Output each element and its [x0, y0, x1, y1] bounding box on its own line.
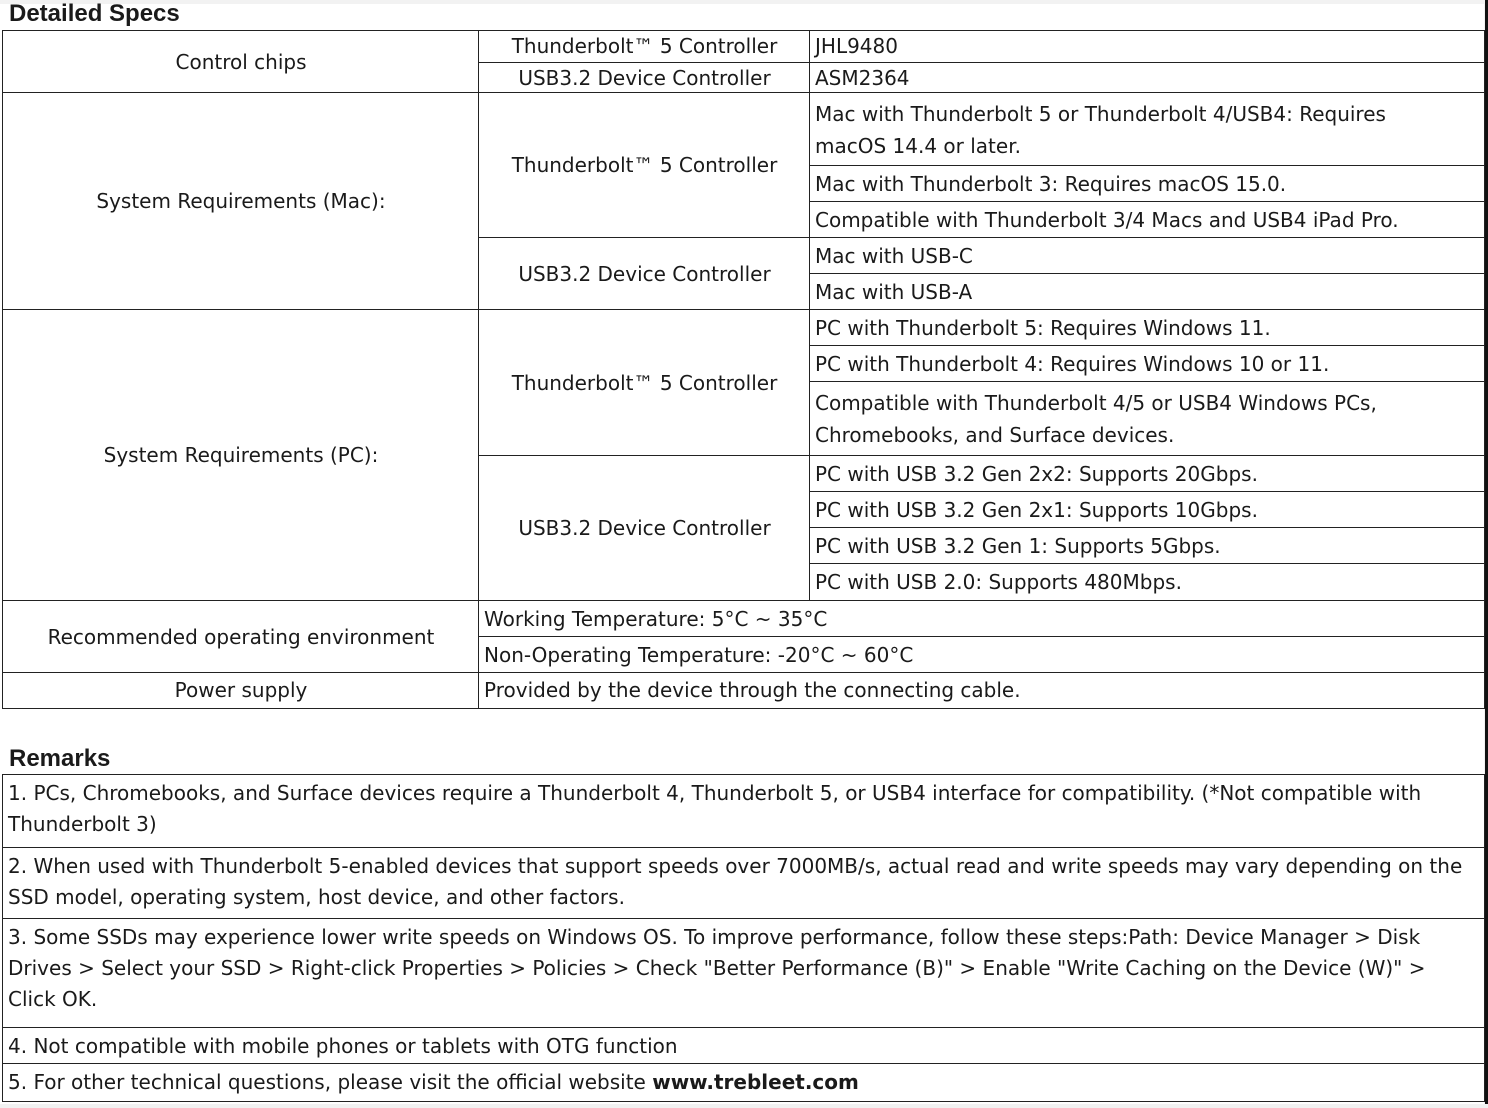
pc-usb-requirement: PC with USB 2.0: Supports 480Mbps.	[809, 563, 1485, 602]
pc-thunderbolt-label: Thunderbolt™ 5 Controller	[478, 309, 811, 457]
chip-value: ASM2364	[809, 62, 1485, 94]
specs-title: Detailed Specs	[9, 0, 180, 27]
power-supply-label: Power supply	[2, 672, 480, 709]
pc-usb-requirement: PC with USB 3.2 Gen 2x2: Supports 20Gbps.	[809, 455, 1485, 493]
remark-item: 3. Some SSDs may experience lower write speeds on Windows OS. To improve performance, follow these steps:Path: Device Manager > Disk Drives > Select your SSD > Right-click Properties > Policies > Check "Better Performance (B)" > Enable "Write Caching on the Device (W)" > Click OK.	[2, 918, 1485, 1029]
mac-tb-requirement: Mac with Thunderbolt 5 or Thunderbolt 4/USB4: Requires macOS 14.4 or later.	[809, 92, 1485, 167]
environment-label: Recommended operating environment	[2, 600, 480, 674]
mac-usb-requirement: Mac with USB-C	[809, 237, 1485, 275]
chip-value: JHL9480	[809, 30, 1485, 63]
mac-usb-label: USB3.2 Device Controller	[478, 237, 811, 311]
mac-requirements-label: System Requirements (Mac):	[2, 92, 480, 311]
power-supply-value: Provided by the device through the connecting cable.	[478, 672, 1485, 709]
mac-thunderbolt-label: Thunderbolt™ 5 Controller	[478, 92, 811, 239]
environment-item: Non-Operating Temperature: -20°C ~ 60°C	[478, 636, 1485, 674]
remark-item: 2. When used with Thunderbolt 5-enabled devices that support speeds over 7000MB/s, actual read and write speeds may vary depending on the SSD model, operating system, host device, and other factors.	[2, 847, 1485, 920]
pc-usb-requirement: PC with USB 3.2 Gen 2x1: Supports 10Gbps.	[809, 491, 1485, 529]
mac-usb-requirement: Mac with USB-A	[809, 273, 1485, 311]
mac-tb-requirement: Mac with Thunderbolt 3: Requires macOS 15.0.	[809, 165, 1485, 203]
mac-tb-requirement: Compatible with Thunderbolt 3/4 Macs and USB4 iPad Pro.	[809, 201, 1485, 239]
official-website-link[interactable]: www.trebleet.com	[652, 1070, 859, 1094]
pc-requirements-label: System Requirements (PC):	[2, 309, 480, 602]
remark-item	[2, 1063, 1485, 1102]
pc-usb-label: USB3.2 Device Controller	[478, 455, 811, 602]
pc-tb-requirement: PC with Thunderbolt 4: Requires Windows 10 or 11.	[809, 345, 1485, 383]
remark-text: 5. For other technical questions, please visit the official website	[8, 1070, 653, 1094]
pc-tb-requirement: Compatible with Thunderbolt 4/5 or USB4 Windows PCs, Chromebooks, and Surface devices.	[809, 381, 1485, 457]
remark-item: 1. PCs, Chromebooks, and Surface devices require a Thunderbolt 4, Thunderbolt 5, or USB4 interface for compatibility. (*Not compatible with Thunderbolt 3)	[2, 774, 1485, 849]
chip-name: Thunderbolt™ 5 Controller	[478, 30, 811, 63]
chip-name: USB3.2 Device Controller	[478, 62, 811, 94]
environment-item: Working Temperature: 5°C ~ 35°C	[478, 600, 1485, 638]
remark-item: 4. Not compatible with mobile phones or tablets with OTG function	[2, 1027, 1485, 1065]
pc-usb-requirement: PC with USB 3.2 Gen 1: Supports 5Gbps.	[809, 527, 1485, 565]
remarks-title: Remarks	[9, 745, 111, 772]
control-chips-label: Control chips	[2, 30, 480, 94]
pc-tb-requirement: PC with Thunderbolt 5: Requires Windows 11.	[809, 309, 1485, 347]
